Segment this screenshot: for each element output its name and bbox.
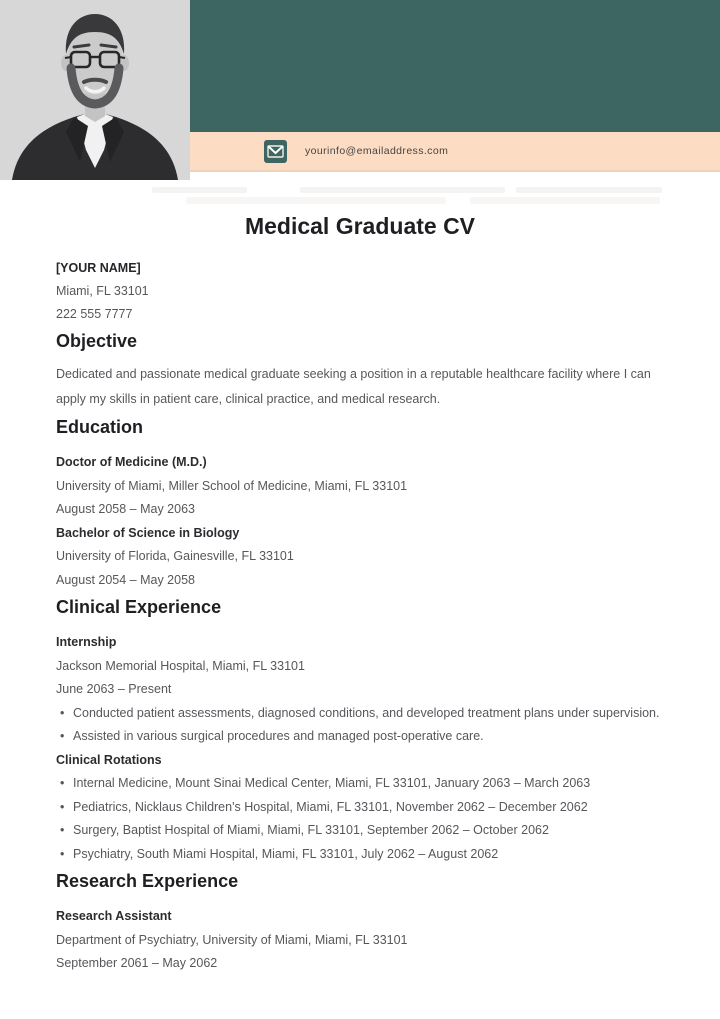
contact-location: Miami, FL 33101 bbox=[56, 284, 149, 298]
entry-org: University of Miami, Miller School of Medicine, Miami, FL 33101 bbox=[56, 478, 408, 493]
cv-body bbox=[0, 212, 720, 976]
entry-title: Bachelor of Science in Biology bbox=[56, 525, 240, 540]
contact-phone: 222 555 7777 bbox=[56, 307, 133, 321]
section-heading-education: Education bbox=[56, 417, 144, 437]
entry-dates: June 2063 – Present bbox=[56, 682, 172, 696]
email-address: yourinfo@emailaddress.com bbox=[305, 145, 449, 157]
faded-placeholder-bar bbox=[470, 197, 660, 204]
faded-placeholder-bar bbox=[300, 187, 505, 193]
objective-paragraph: Dedicated and passionate medical graduate seeking a position in a reputable healthcare facility where I can apply my skills in patient care, clinical practice, and medical research. bbox=[56, 367, 651, 406]
research-entries bbox=[56, 905, 664, 976]
list-item: • Internal Medicine, Mount Sinai Medical Center, Miami, FL 33101, January 2063 – March 2063 bbox=[56, 772, 664, 796]
faded-placeholder-bar bbox=[186, 197, 446, 204]
entry-dates: August 2058 – May 2063 bbox=[56, 502, 195, 516]
letterhead bbox=[0, 0, 720, 180]
list-item: • Assisted in various surgical procedures and managed post-operative care. bbox=[56, 725, 664, 749]
clinical-entries bbox=[56, 631, 664, 866]
education-entries bbox=[56, 451, 664, 592]
list-item: • Psychiatry, South Miami Hospital, Miami, FL 33101, July 2062 – August 2062 bbox=[56, 843, 664, 867]
portrait-photo bbox=[0, 0, 190, 180]
email-bar bbox=[190, 132, 720, 172]
entry-org: Jackson Memorial Hospital, Miami, FL 33101 bbox=[56, 658, 305, 673]
page-title: Medical Graduate CV bbox=[244, 213, 476, 239]
envelope-icon bbox=[264, 140, 287, 163]
entry-title: Internship bbox=[56, 635, 117, 649]
contact-block bbox=[56, 257, 664, 326]
list-item: • Conducted patient assessments, diagnosed conditions, and developed treatment plans under supervision. bbox=[56, 702, 664, 726]
entry-dates: August 2054 – May 2058 bbox=[56, 572, 195, 587]
faded-text-band bbox=[0, 187, 720, 205]
entry-title: Doctor of Medicine (M.D.) bbox=[56, 455, 207, 469]
header-color-block bbox=[190, 0, 720, 132]
internship-bullets bbox=[56, 702, 664, 749]
list-item: • Surgery, Baptist Hospital of Miami, Miami, FL 33101, September 2062 – October 2062 bbox=[56, 819, 664, 843]
section-heading-research-experience: Research Experience bbox=[56, 871, 239, 891]
entry-org: University of Florida, Gainesville, FL 33101 bbox=[56, 549, 294, 563]
portrait-illustration bbox=[0, 0, 190, 180]
faded-placeholder-bar bbox=[516, 187, 662, 193]
rotation-bullets bbox=[56, 772, 664, 866]
faded-placeholder-bar bbox=[152, 187, 247, 193]
entry-org: Department of Psychiatry, University of Miami, Miami, FL 33101 bbox=[56, 932, 408, 947]
entry-title: Clinical Rotations bbox=[56, 752, 162, 767]
contact-name: [YOUR NAME] bbox=[56, 261, 141, 275]
entry-title: Research Assistant bbox=[56, 909, 172, 923]
list-item: • Pediatrics, Nicklaus Children's Hospital, Miami, FL 33101, November 2062 – December 2062 bbox=[56, 796, 664, 820]
entry-dates: September 2061 – May 2062 bbox=[56, 956, 218, 970]
section-heading-clinical-experience: Clinical Experience bbox=[56, 597, 222, 617]
section-heading-objective: Objective bbox=[56, 331, 138, 351]
